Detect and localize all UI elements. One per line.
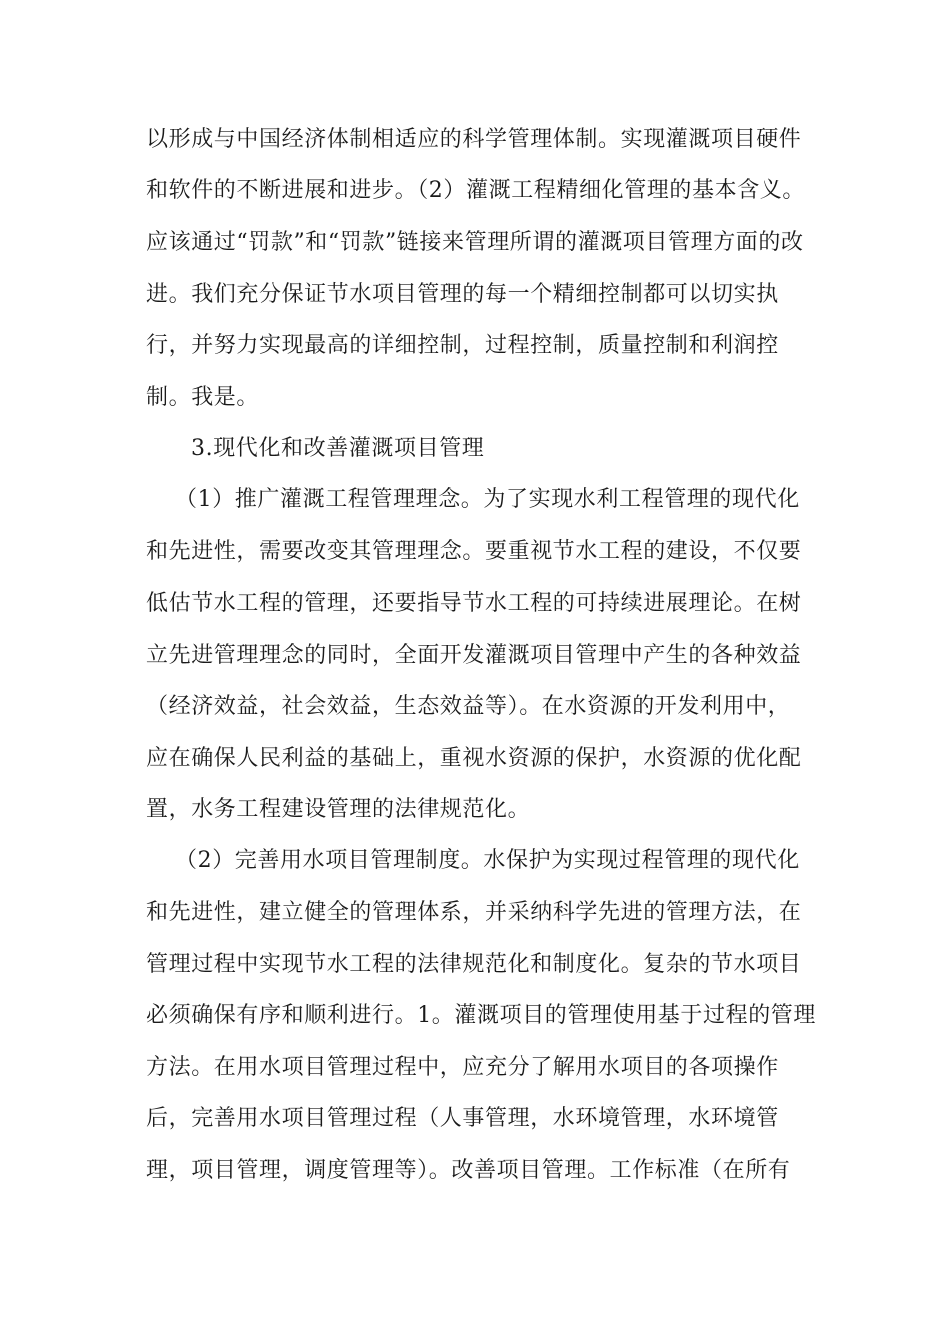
text-line: 和先进性，需要改变其管理理念。要重视节水工程的建设，不仅要	[146, 539, 802, 564]
text-line: 方法。在用水项目管理过程中，应充分了解用水项目的各项操作	[146, 1055, 779, 1080]
text-line: （1）推广灌溉工程管理理念。为了实现水利工程管理的现代化	[175, 487, 800, 512]
text-line: 应该通过“罚款”和“罚款”链接来管理所谓的灌溉项目管理方面的改	[146, 230, 804, 255]
text-line: 后，完善用水项目管理过程（人事管理，水环境管理，水环境管	[146, 1106, 779, 1131]
text-line: （经济效益，社会效益，生态效益等）。在水资源的开发利用中，	[146, 694, 791, 719]
text-line: 置，水务工程建设管理的法律规范化。	[146, 797, 531, 822]
text-line: 低估节水工程的管理，还要指导节水工程的可持续进展理论。在树	[146, 591, 802, 616]
text-line: 和软件的不断进展和进步。（2）灌溉工程精细化管理的基本含义。	[146, 178, 805, 203]
text-line: 应在确保人民利益的基础上，重视水资源的保护，水资源的优化配	[146, 746, 802, 771]
text-line: 制。我是。	[146, 385, 260, 410]
text-line: 以形成与中国经济体制相适应的科学管理体制。实现灌溉项目硬件	[146, 127, 802, 152]
text-line: 进。我们充分保证节水项目管理的每一个精细控制都可以切实执	[146, 282, 779, 307]
text-line: 理，项目管理，调度管理等）。改善项目管理。工作标准（在所有	[146, 1158, 791, 1183]
text-line: 管理过程中实现节水工程的法律规范化和制度化。复杂的节水项目	[146, 952, 802, 977]
text-line: 必须确保有序和顺利进行。1。灌溉项目的管理使用基于过程的管理	[146, 1003, 816, 1028]
text-line: 和先进性，建立健全的管理体系，并采纳科学先进的管理方法，在	[146, 900, 802, 925]
text-line: 立先进管理理念的同时，全面开发灌溉项目管理中产生的各种效益	[146, 643, 802, 668]
text-line: （2）完善用水项目管理制度。水保护为实现过程管理的现代化	[175, 848, 800, 873]
section-heading: 3.现代化和改善灌溉项目管理	[191, 436, 485, 461]
text-line: 行，并努力实现最高的详细控制，过程控制，质量控制和利润控	[146, 333, 779, 358]
